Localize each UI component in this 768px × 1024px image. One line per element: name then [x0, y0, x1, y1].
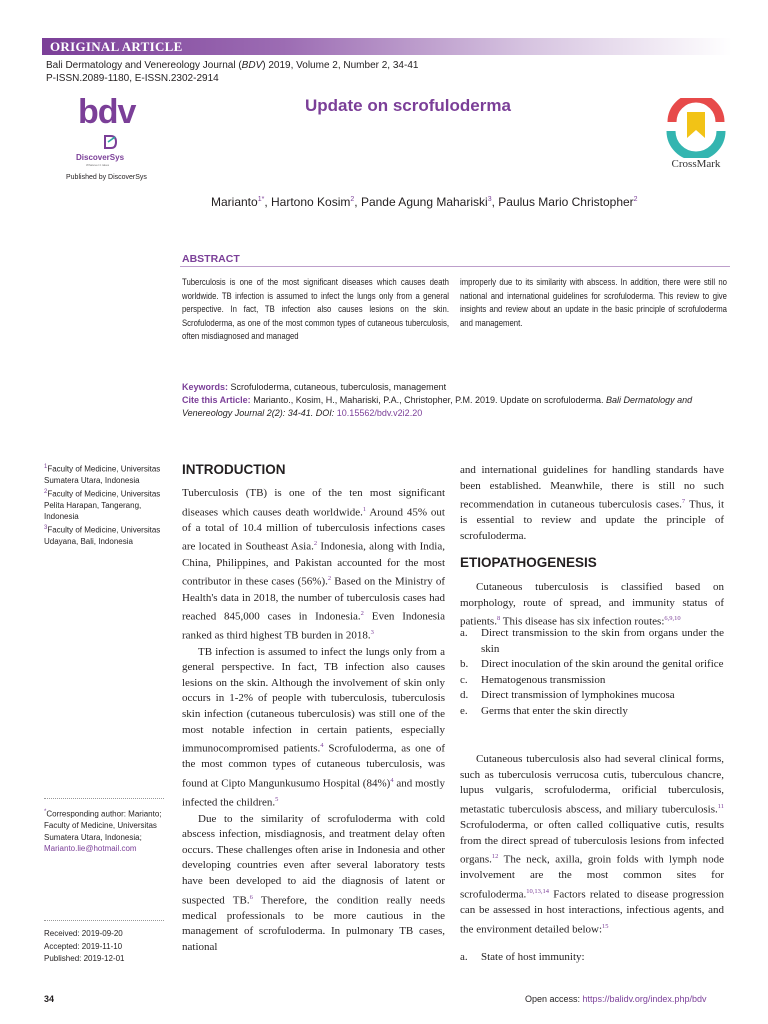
abstract-column-2: improperly due to its similarity with abscess. In addition, there were still no national and international guidelines for scrofuloderma. This review to give insights and review about an update in the basic principle of scrofuloderma and management. — [460, 277, 727, 328]
discoversys-mark-icon — [102, 134, 118, 150]
journal-citation-line: Bali Dermatology and Venereology Journal (BDV) 2019, Volume 2, Number 2, 34-41 — [46, 60, 419, 71]
cite-label: Cite this Article: — [182, 395, 251, 405]
paragraph: Cutaneous tuberculosis also had several clinical forms, such as tuberculosis verrucosa cutis, tuberculous chancre, lupus vulgaris, scrofuloderma, orificial tuberculosis, metastatic tuberculosis abscess, and miliary tuberculosis.$^{11}$ Scrofuloderma, or often called colliquative cutis, results from the direct spread of tuberculosis lesions from infected organs.$^{12}$ The neck, axilla, groin folds with lymph node involvement are the most common sites for scrofuloderma.$^{10,13,14}$ Factors related to disease progression can be assessed in host interactions, infectious agents, and the environment detailed below:$^{15}$ — [460, 753, 724, 936]
corresponding-email-link[interactable]: Marianto.lie@hotmail.com — [44, 844, 137, 854]
keywords-and-citation — [182, 381, 732, 420]
infection-routes-list — [460, 626, 724, 720]
doi-link[interactable]: 10.15562/bdv.v2i2.20 — [336, 408, 423, 418]
open-access-footer: Open access: https://balidv.org/index.php/bdv — [525, 994, 707, 1004]
introduction-continued — [460, 463, 724, 545]
page-number: 34 — [44, 994, 55, 1004]
paragraph: Tuberculosis (TB) is one of the ten most significant diseases which causes death worldwide.$^1$ Around 45% out of a total of 10.4 million of tuberculosis infections cases are located in Southeast Asia.$^2$ Indonesia, along with India, China, Philippines, and Pakistan accounted for the most contributor in these cases (56%).$^2$ Based on the Ministry of Health's data in 2018, the number of tuberculosis cases had reached 845,000 cases in Indonesia.$^2$ Even Indonesia ranked as third highest TB burden in 2018.$^3$ — [182, 487, 445, 643]
introduction-body — [182, 486, 445, 956]
received-date: Received: 2019-09-20 — [44, 929, 123, 938]
author-list: Marianto$^{1*}$, Hartono Kosim$^2$, Pande Agung Mahariski$^3$, Paulus Mario Christopher$^2$ — [211, 195, 638, 209]
keywords-text: Scrofuloderma, cutaneous, tuberculosis, management — [230, 382, 447, 392]
cite-journal: Bali Dermatology and Venereology Journal — [182, 395, 693, 418]
accepted-date: Accepted: 2019-11-10 — [44, 941, 123, 951]
sidebar-divider — [44, 920, 164, 921]
affiliation-item: $^3$Faculty of Medicine, Universitas Udayana, Bali, Indonesia — [44, 524, 161, 546]
author-name: Pande Agung Mahariski — [360, 195, 488, 209]
crossmark-icon — [664, 98, 728, 158]
list-item: c. Hematogenous transmission — [460, 673, 606, 686]
host-immunity-item: a. State of host immunity: — [460, 951, 585, 963]
author-name: Marianto — [211, 195, 258, 209]
list-item: e. Germs that enter the skin directly — [460, 704, 628, 717]
article-title: Update on scrofuloderma — [305, 96, 511, 115]
corresponding-author: *Corresponding author: Marianto; Faculty of Medicine, Universitas Sumatera Utara, Indonesia; Marianto.lie@hotmail.com — [44, 809, 162, 854]
affiliations — [44, 462, 172, 547]
crossmark-badge[interactable] — [664, 98, 728, 174]
discoversys-name: DiscoverSys — [76, 153, 125, 162]
clinical-forms-paragraph — [460, 752, 724, 938]
list-item: a. Direct transmission to the skin from organs under the skin — [460, 627, 724, 655]
affiliation-item: $^2$Faculty of Medicine, Universitas Pelita Harapan, Tangerang, Indonesia — [44, 488, 161, 522]
bdv-logo — [70, 93, 150, 181]
bdv-logo-text: bdv — [78, 93, 136, 131]
etiopathogenesis-intro — [460, 580, 724, 630]
abstract-column-1: Tuberculosis is one of the most significant diseases which causes death worldwide. TB infection is assumed to infect the lungs only from a general perspective. In fact, TB infection also causes lesions on the skin. Scrofuloderma, as one of the most common types of cutaneous tuberculosis, often misdiagnosed and managed — [182, 277, 449, 341]
introduction-heading: INTRODUCTION — [182, 462, 286, 477]
list-item: d. Direct transmission of lymphokines mucosa — [460, 689, 675, 702]
keywords-label: Keywords: — [182, 382, 229, 392]
published-date: Published: 2019-12-01 — [44, 954, 125, 963]
paragraph: Due to the similarity of scrofuloderma with cold abscess infection, misdiagnosis, and treatment delay often occurs. These challenges often arise in Indonesia and other developing countries even after several laboratory tests have been developed to aid the diagnosis of latent or suspected TB.$^6$ Therefore, the condition really needs medical professionals to be more cautious in the management of scrofuloderma. In pulmonary TB cases, national — [182, 812, 445, 953]
list-item: b. Direct inoculation of the skin around the genital orifice — [460, 658, 724, 671]
article-dates — [44, 928, 172, 966]
cite-line: Cite this Article: Marianto., Kosim, H., Mahariski, P.A., Christopher, P.M. 2019. Update on scrofuloderma. Bali Dermatology and Venereology Journal 2(2): 34-41. DOI: 10.15562/bdv.v2i2.20 — [182, 395, 693, 418]
paragraph: and international guidelines for handling standards have been established. Meanwhile, there is still no such recommendation in cutaneous tuberculosis cases.$^7$ Thus, it is essential to review and update the principle of scrofuloderma. — [460, 464, 725, 543]
author-name: Hartono Kosim — [270, 195, 351, 209]
abstract-divider — [180, 266, 730, 267]
discoversys-tagline: Whatever it takes — [86, 163, 110, 167]
sidebar-divider — [44, 798, 164, 799]
article-type-label: ORIGINAL ARTICLE — [50, 39, 183, 54]
etiopathogenesis-heading: ETIOPATHOGENESIS — [460, 555, 597, 570]
publisher-note: Published by DiscoverSys — [66, 174, 147, 181]
article-type-banner — [42, 38, 732, 55]
keywords-line — [182, 381, 732, 394]
crossmark-label: CrossMark — [671, 158, 721, 170]
affiliation-item: $^1$Faculty of Medicine, Universitas Sumatera Utara, Indonesia — [44, 464, 161, 486]
issn-line: P-ISSN.2089-1180, E-ISSN.2302-2914 — [46, 73, 219, 84]
author-name: Paulus Mario Christopher — [498, 195, 634, 209]
paragraph: Cutaneous tuberculosis is classified based on morphology, route of spread, and immunity status of patients.$^8$ This disease has six infection routes:$^{6,9,10}$ — [460, 581, 724, 628]
paragraph: TB infection is assumed to infect the lungs only from a general perspective. In fact, TB infection also causes lesions on the skin. Although the involvement of skin only occurs in 1-2% of people with tuberculosis, tuberculosis skin infection (cutaneous tuberculosis) was still one of the most notable infection in certain patients, especially immunocompromised patients.$^4$ Scrofuloderma, as one of the most common types of cutaneous tuberculosis, was found at Cipto Mangunkusumo Hospital $(84\%)^4$ and mostly infected the children.$^5$ — [182, 645, 445, 809]
abstract-heading: ABSTRACT — [182, 253, 240, 265]
journal-url-link[interactable]: https://balidv.org/index.php/bdv — [582, 994, 707, 1004]
